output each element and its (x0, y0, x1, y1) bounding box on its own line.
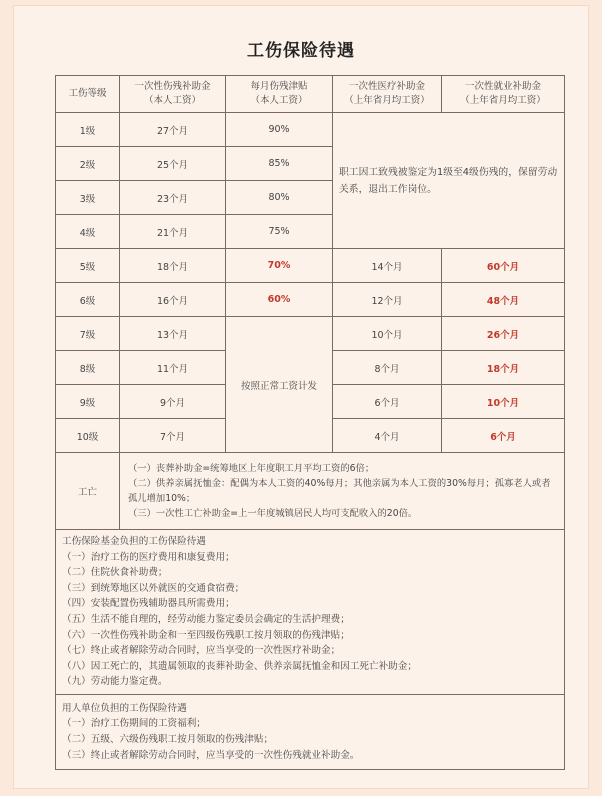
fund-item: （三）到统筹地区以外就医的交通食宿费； (62, 582, 245, 594)
employer-title: 用人单位负担的工伤保险待遇 (62, 702, 187, 714)
medical-cell: 12个月 (333, 283, 442, 317)
fund-item: （七）终止或者解除劳动合同时，应当享受的一次性医疗补助金； (62, 645, 341, 657)
employment-cell: 48个月 (442, 283, 565, 317)
lump-cell: 11个月 (120, 351, 226, 385)
fund-item: （二）住院伙食补助费； (62, 567, 168, 579)
fund-item: （一）治疗工伤的医疗费用和康复费用； (62, 551, 235, 563)
header-employment: 一次性就业补助金 （上年省月均工资） (442, 76, 565, 113)
lump-cell: 27个月 (120, 113, 226, 147)
level-cell: 9级 (56, 385, 120, 419)
document-sheet (14, 6, 588, 788)
medical-cell: 10个月 (333, 317, 442, 351)
death-row (56, 453, 565, 530)
level-cell: 1级 (56, 113, 120, 147)
medical-cell: 8个月 (333, 351, 442, 385)
fund-item: （六）一次性伤残补助金和一至四级伤残职工按月领取的伤残津贴； (62, 629, 350, 641)
employer-row (56, 694, 565, 769)
death-benefits (120, 453, 565, 530)
death-line: （一）丧葬补助金=统筹地区上年度职工月平均工资的6倍； (128, 463, 375, 474)
table-row (56, 317, 565, 351)
monthly-cell: 80% (226, 181, 333, 215)
fund-row (56, 530, 565, 695)
employer-item: （一）治疗工伤期间的工资福利； (62, 718, 206, 730)
fund-item: （九）劳动能力鉴定费。 (62, 676, 168, 688)
employment-cell: 18个月 (442, 351, 565, 385)
level-cell: 10级 (56, 419, 120, 453)
monthly-cell: 90% (226, 113, 333, 147)
employer-benefits (56, 694, 565, 769)
level-cell: 8级 (56, 351, 120, 385)
monthly-cell: 60% (226, 283, 333, 317)
lump-cell: 21个月 (120, 215, 226, 249)
fund-title: 工伤保险基金负担的工伤保险待遇 (62, 536, 206, 547)
employer-item: （二）五级、六级伤残职工按月领取的伤残津贴； (62, 733, 274, 745)
note-level-1-4: 职工因工致残被鉴定为1级至4级伤残的，保留劳动关系，退出工作岗位。 (333, 113, 565, 249)
wage-note: 按照正常工资计发 (226, 317, 333, 453)
monthly-cell: 70% (226, 249, 333, 283)
lump-cell: 16个月 (120, 283, 226, 317)
level-cell: 3级 (56, 181, 120, 215)
benefits-table (55, 75, 565, 770)
death-line: （三）一次性工亡补助金=上一年度城镇居民人均可支配收入的20倍。 (128, 508, 418, 519)
medical-cell: 4个月 (333, 419, 442, 453)
employment-cell: 6个月 (442, 419, 565, 453)
monthly-cell: 75% (226, 215, 333, 249)
level-cell: 4级 (56, 215, 120, 249)
table-row (56, 283, 565, 317)
employer-item: （三）终止或者解除劳动合同时，应当享受的一次性伤残就业补助金。 (62, 749, 360, 761)
monthly-cell: 85% (226, 147, 333, 181)
header-monthly: 每月伤残津贴 （本人工资） (226, 76, 333, 113)
employment-cell: 26个月 (442, 317, 565, 351)
employment-cell: 10个月 (442, 385, 565, 419)
level-cell: 6级 (56, 283, 120, 317)
table-row (56, 113, 565, 147)
header-medical: 一次性医疗补助金 （上年省月均工资） (333, 76, 442, 113)
lump-cell: 23个月 (120, 181, 226, 215)
medical-cell: 6个月 (333, 385, 442, 419)
lump-cell: 25个月 (120, 147, 226, 181)
level-cell: 7级 (56, 317, 120, 351)
medical-cell: 14个月 (333, 249, 442, 283)
fund-item: （八）因工死亡的，其遗属领取的丧葬补助金、供养亲属抚恤金和因工死亡补助金； (62, 660, 417, 672)
employment-cell: 60个月 (442, 249, 565, 283)
lump-cell: 18个月 (120, 249, 226, 283)
fund-item: （五）生活不能自理的，经劳动能力鉴定委员会确定的生活护理费； (62, 613, 350, 625)
lump-cell: 7个月 (120, 419, 226, 453)
level-cell: 2级 (56, 147, 120, 181)
page-title: 工伤保险待遇 (247, 41, 355, 61)
fund-benefits (56, 530, 565, 695)
level-cell: 5级 (56, 249, 120, 283)
lump-cell: 13个月 (120, 317, 226, 351)
death-label: 工亡 (56, 453, 120, 530)
header-row (56, 76, 565, 113)
fund-item: （四）安装配置伤残辅助器具所需费用； (62, 598, 235, 610)
header-lump: 一次性伤残补助金 （本人工资） (120, 76, 226, 113)
header-level: 工伤等级 (56, 76, 120, 113)
table-row (56, 249, 565, 283)
death-line: （二）供养亲属抚恤金：配偶为本人工资的40%每月；其他亲属为本人工资的30%每月；孤寡老人或者孤儿增加10%； (128, 478, 551, 504)
lump-cell: 9个月 (120, 385, 226, 419)
